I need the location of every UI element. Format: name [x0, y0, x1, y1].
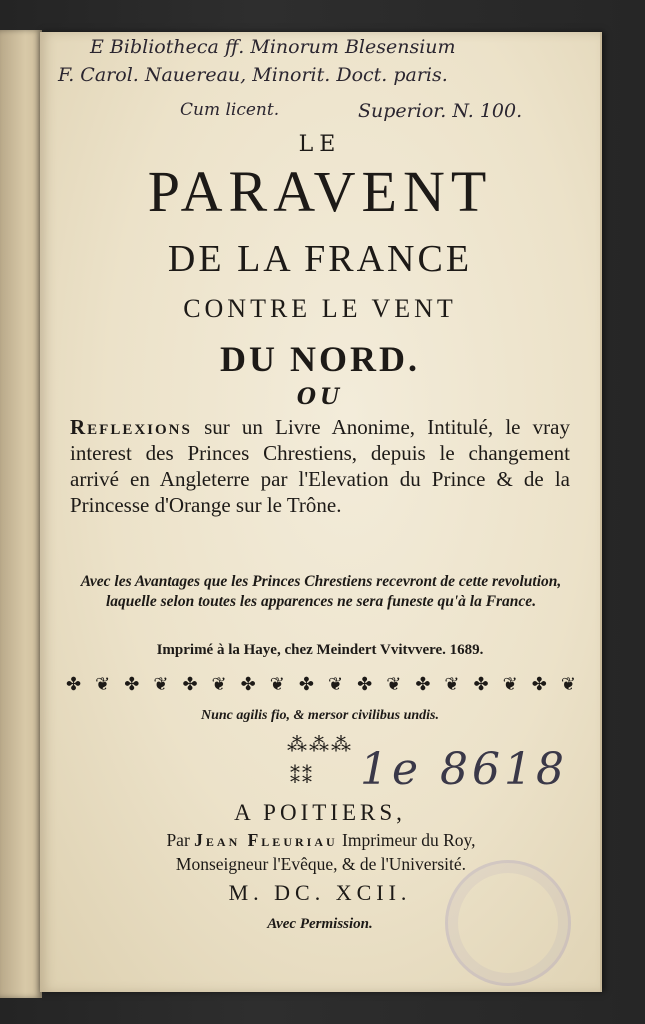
faded-library-stamp [445, 860, 571, 986]
handwritten-license-note: Cum licent. [180, 100, 280, 120]
printer-name: Jean Fleuriau [194, 830, 338, 850]
fleuron-icon: ✤ [531, 673, 547, 695]
fleuron-icon: ❦ [560, 673, 576, 695]
fleuron-icon: ✤ [124, 673, 140, 695]
fleuron-icon: ❦ [502, 673, 518, 695]
fleuron-icon: ✤ [415, 673, 431, 695]
fleuron-icon: ✤ [357, 673, 373, 695]
printer-title: Imprimeur du Roy, [342, 830, 476, 850]
fleuron-icon: ✤ [298, 673, 314, 695]
fleuron-icon: ❦ [444, 673, 460, 695]
title-page [40, 32, 602, 992]
subtitle-lead-word: Reflexions [70, 415, 192, 439]
fleuron-icon: ❦ [95, 673, 111, 695]
title-article: LE [298, 132, 342, 157]
fleuron-icon: ✤ [66, 673, 82, 695]
avantages-paragraph: Avec les Avantages que les Princes Chrestiens recevront de cette revolution, laquelle selon toutes les apparences ne sera funeste qu'à la France. [80, 573, 562, 610]
fleuron-icon: ❦ [386, 673, 402, 695]
printer-line-2: Monseigneur l'Evêque, & de l'Université. [175, 854, 467, 874]
printing-note: Imprimé à la Haye, chez Meindert Vvitvvere. 1689. [156, 642, 484, 658]
title-line-3: CONTRE LE VENT [183, 294, 457, 323]
page-title: PARAVENT [147, 159, 493, 224]
latin-motto: Nunc agilis fio, & mersor civilibus undis. [200, 708, 440, 723]
imprint-par: Par [166, 830, 190, 850]
handwritten-ownership-line-1: E Bibliotheca ff. Minorum Blesensium [90, 36, 456, 58]
asterism-ornament-small: ⁑⁑ [290, 764, 314, 788]
fleuron-icon: ✤ [240, 673, 256, 695]
imprint-place: A POITIERS, [234, 800, 406, 825]
fleuron-icon: ✤ [473, 673, 489, 695]
asterism-ornament: ⁂⁂⁂ [287, 732, 353, 756]
handwritten-ownership-line-2: F. Carol. Nauereau, Minorit. Doct. paris. [58, 64, 448, 86]
fleuron-icon: ❦ [211, 673, 227, 695]
facing-page-edge [0, 30, 42, 998]
title-line-4: DU NORD. [220, 339, 420, 379]
subtitle-text: sur un Livre Anonime, Intitulé, le vray interest des Princes Chrestiens, depuis le changement arrivé en Angleterre par l'Elevation du Prince & de la Princesse d'Orange sur le Trône. [70, 415, 571, 517]
handwritten-superior-number: Superior. N. 100. [358, 100, 523, 122]
fleuron-icon: ❦ [327, 673, 344, 695]
fleuron-icon: ❦ [153, 673, 169, 695]
imprint-permission: Avec Permission. [267, 916, 373, 932]
title-ou: OU [296, 384, 344, 410]
imprint-date: M. DC. XCII. [228, 880, 412, 905]
fleuron-icon: ❦ [269, 673, 285, 695]
title-line-2: DE LA FRANCE [167, 238, 473, 280]
fleuron-icon: ✤ [182, 673, 198, 695]
subtitle-paragraph [70, 414, 570, 518]
printers-ornament-band [66, 670, 576, 698]
handwritten-shelfmark: 1e 8618 [360, 744, 568, 795]
